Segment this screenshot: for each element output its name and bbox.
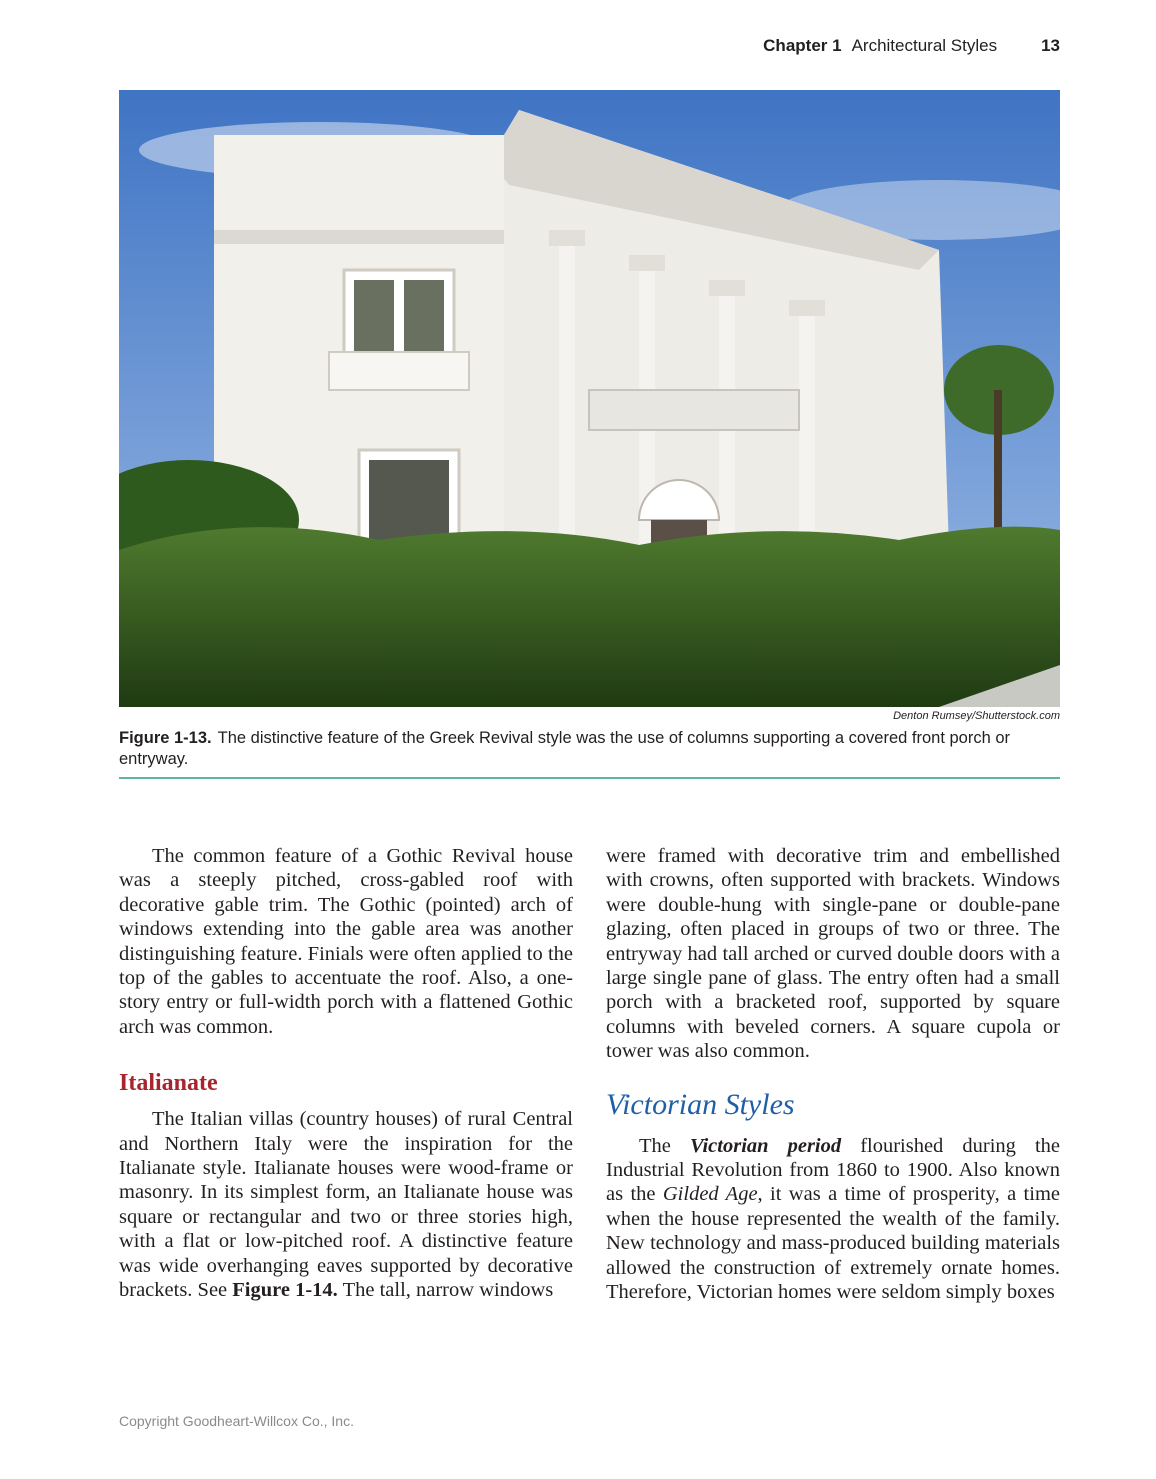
- continued-paragraph: were framed with decorative trim and embellished with crowns, often supported with brackets. Windows were double-hung with single-pane or double-pane glazing, often placed in groups of two or three. The entryway had tall arched or curved double doors with a large single pane of glass. The entry often had a small porch with a bracketed roof, supported by square columns with beveled corners. A square cupola or tower was also common.: [606, 845, 1060, 1063]
- figure-label: Figure 1-13.: [119, 729, 212, 747]
- victorian-paragraph: [606, 1134, 1060, 1305]
- photo-credit: Denton Rumsey/Shutterstock.com: [893, 710, 1060, 722]
- caption-divider: [119, 777, 1060, 779]
- italianate-heading: Italianate: [119, 1070, 218, 1097]
- italianate-text-end: The tall, narrow windows: [342, 1279, 554, 1302]
- figure-caption: [119, 728, 1060, 770]
- page-number: 13: [1041, 36, 1060, 55]
- figure-reference: Figure 1-14.: [232, 1279, 338, 1302]
- figure-caption-text: The distinctive feature of the Greek Revival style was the use of columns supporting a covered front porch or entryway.: [119, 729, 1011, 768]
- italianate-paragraph: [119, 1107, 573, 1302]
- victorian-text-2: , it was a time of prosperity, a time when the house represented the wealth of the family. New technology and mass-produced building materials allowed the construction of extremely ornate homes. Therefore, Victorian homes were seldom simply boxes: [606, 1183, 1060, 1304]
- running-header: [0, 36, 1060, 56]
- chapter-label: Chapter 1: [763, 36, 842, 55]
- gilded-age-term: Gilded Age: [662, 1183, 758, 1206]
- left-column: [119, 844, 573, 1303]
- victorian-text-1: flourished during the Industrial Revolution from 1860 to 1900. Also known as the: [606, 1134, 1060, 1206]
- copyright-footer: Copyright Goodheart-Willcox Co., Inc.: [119, 1413, 354, 1429]
- chapter-title: Architectural Styles: [851, 36, 998, 55]
- gothic-revival-paragraph: The common feature of a Gothic Revival house was a steeply pitched, cross-gabled roof with decorative gable trim. The Gothic (pointed) arch of windows extending into the gable area was another distinguishing feature. Finials were often applied to the top of the gables to accentuate the roof. Also, a one-story entry or full-width porch with a flattened Gothic arch was common.: [119, 845, 573, 1038]
- victorian-intro: The: [639, 1134, 671, 1157]
- italianate-text-start: The Italian villas (country houses) of rural Central and Northern Italy were the inspiration for the Italianate style. Italianate houses were wood-frame or masonry. In its simplest form, an Italianate house was square or rectangular and two or three stories high, with a flat or low-pitched roof. A distinctive feature was wide overhanging eaves supported by decorative brackets. See: [119, 1108, 573, 1302]
- greek-revival-house-photo: [119, 90, 1060, 707]
- right-column: [606, 844, 1060, 1305]
- victorian-period-term: Victorian period: [689, 1134, 842, 1157]
- victorian-styles-heading: Victorian Styles: [606, 1087, 795, 1121]
